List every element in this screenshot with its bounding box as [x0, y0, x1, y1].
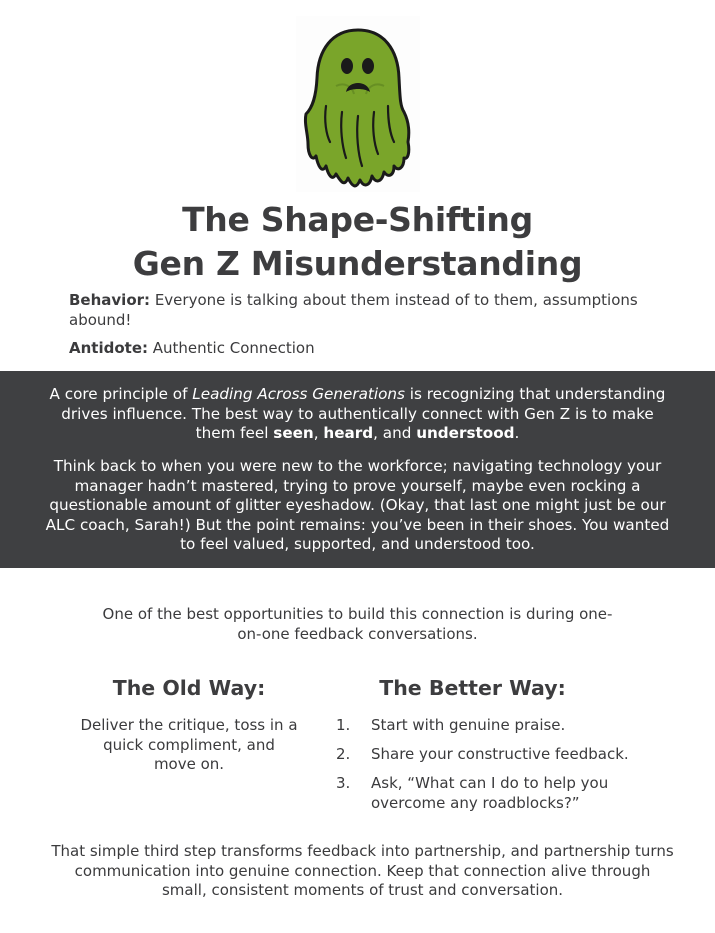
- better-way-heading: The Better Way:: [379, 676, 566, 700]
- step-number: 3.: [336, 774, 351, 792]
- behavior-text: Everyone is talking about them instead of to them, assumptions abound!: [69, 291, 638, 329]
- principle-paragraph: [0, 385, 715, 444]
- word-seen: seen: [273, 424, 314, 442]
- step-item: [336, 716, 656, 736]
- step-item: [336, 745, 656, 765]
- green-slime-ghost-icon: [296, 16, 420, 192]
- step-item: [336, 774, 656, 813]
- think-back-paragraph: Think back to when you were new to the workforce; navigating technology your manager hadn’t mastered, trying to prove yourself, maybe even rocking a questionable amount of glitter eyeshadow. (Okay, that last one might just be our ALC coach, Sarah!) But the point remains: you’ve been in their shoes. You wanted to feel valued, supported, and understood too.: [45, 457, 670, 553]
- separator: ,: [313, 424, 324, 442]
- closing-paragraph: That simple third step transforms feedback into partnership, and partnership turns communication into genuine connection. Keep that connection alive through small, consistent moments of trust and conversation.: [51, 842, 674, 899]
- word-understood: understood: [416, 424, 515, 442]
- ghost-illustration: [296, 16, 420, 192]
- word-heard: heard: [323, 424, 374, 442]
- better-way-steps: [336, 716, 656, 823]
- title-line-2: Gen Z Misunderstanding: [132, 244, 583, 283]
- separator: , and: [373, 424, 417, 442]
- old-way-heading: The Old Way:: [112, 676, 266, 700]
- intro-paragraph: One of the best opportunities to build this connection is during one-on-one feedback conversations.: [102, 605, 613, 643]
- program-name: Leading Across Generations: [192, 385, 405, 403]
- step-number: 2.: [336, 745, 351, 763]
- title-line-1: The Shape-Shifting: [182, 200, 533, 239]
- old-way-text: Deliver the critique, toss in a quick compliment, and move on.: [80, 716, 298, 773]
- principle-body: is recognizing that understanding drives influence. The best way to authentically connect with Gen Z is to make them feel: [61, 385, 666, 442]
- behavior-label: Behavior:: [69, 291, 151, 309]
- step-text: Start with genuine praise.: [371, 716, 566, 734]
- step-text: Share your constructive feedback.: [371, 745, 629, 763]
- period: .: [514, 424, 520, 442]
- step-number: 1.: [336, 716, 351, 734]
- antidote-text: Authentic Connection: [152, 339, 315, 357]
- antidote-label: Antidote:: [69, 339, 148, 357]
- behavior-line: [69, 290, 669, 330]
- principle-intro: A core principle of: [49, 385, 193, 403]
- highlight-band: [0, 371, 715, 568]
- step-text: Ask, “What can I do to help you overcome any roadblocks?”: [371, 774, 609, 812]
- antidote-line: [69, 338, 669, 358]
- page-title: [0, 198, 715, 286]
